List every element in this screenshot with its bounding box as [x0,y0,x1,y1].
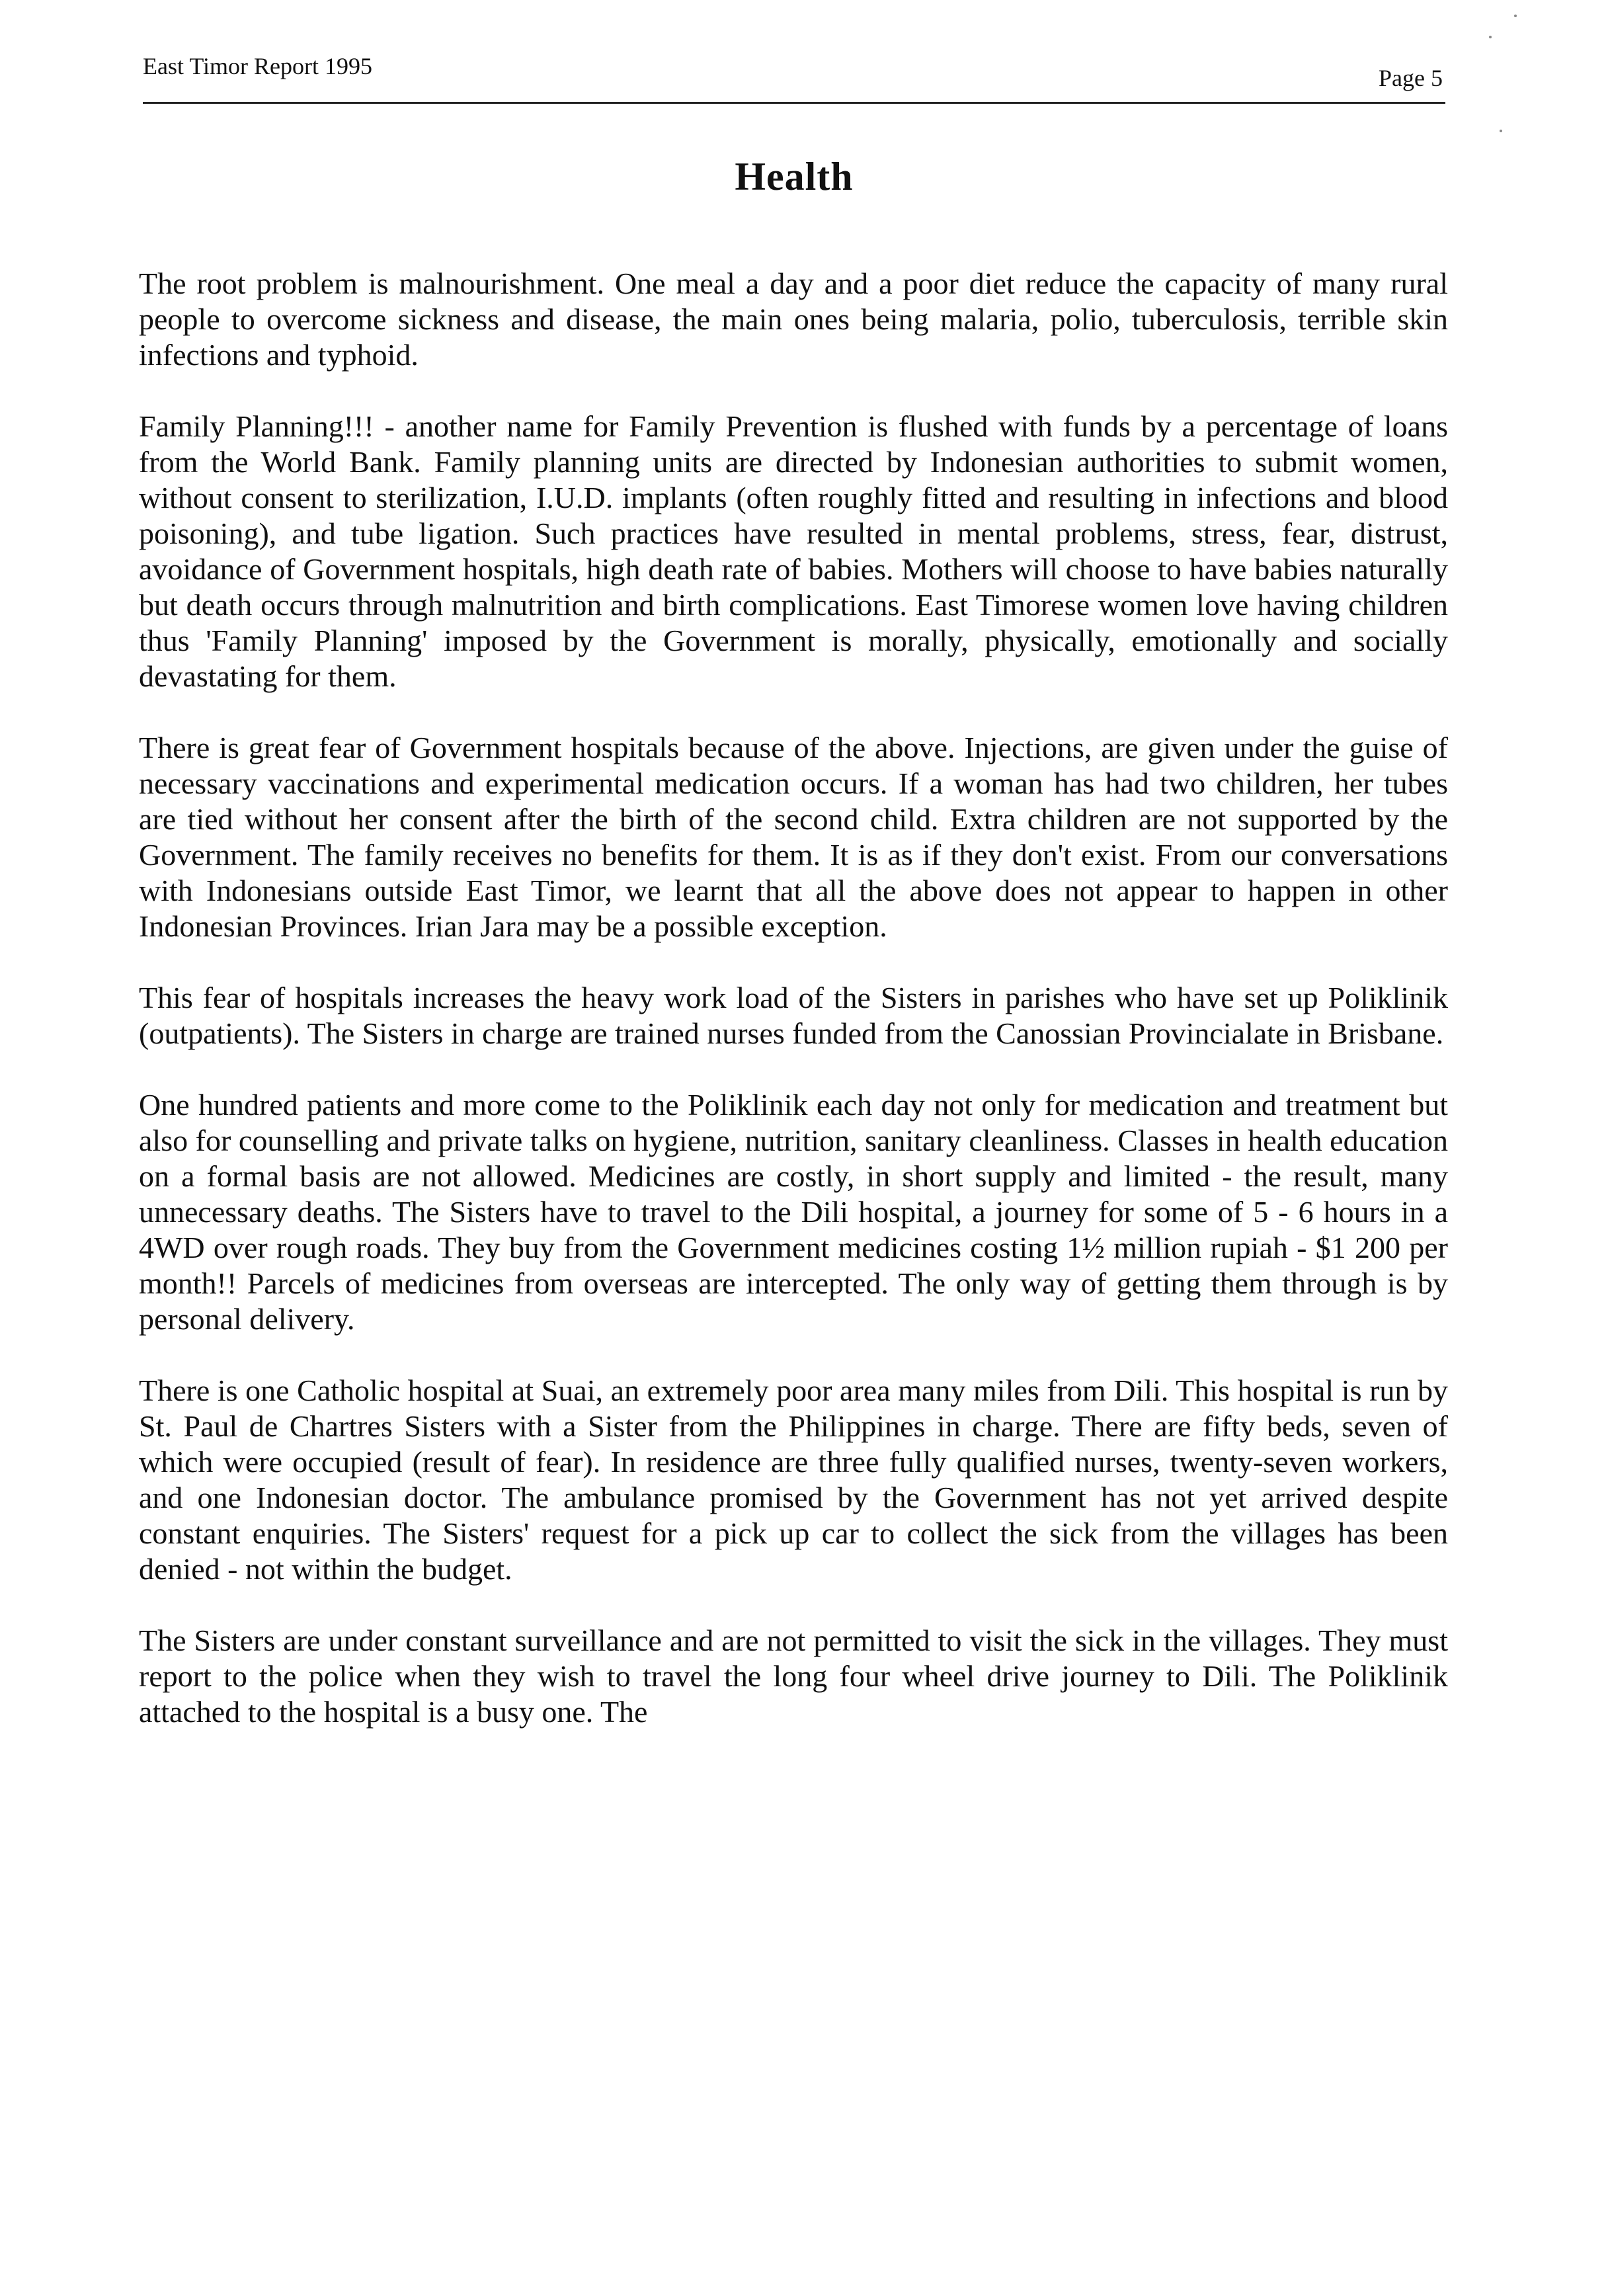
scan-speck [1500,130,1502,132]
header-divider [143,102,1445,104]
paragraph-malnourishment: The root problem is malnourishment. One meal a day and a poor diet reduce the capacity of many rural people to overcome sickness and disease, the main ones being malaria, polio, tuberculosis, terrible skin infections and typhoid. [139,266,1448,372]
paragraph-family-planning: Family Planning!!! - another name for Family Prevention is flushed with funds by a percentage of loans from the World Bank. Family planning units are directed by Indonesian authorities to submit women, without consent to sterilization, I.U.D. implants (often roughly fitted and resulting in infections and blood poisoning), and tube ligation. Such practices have resulted in mental problems, stress, fear, distrust, avoidance of Government hospitals, high death rate of babies. Mothers will choose to have babies naturally but death occurs through malnutrition and birth complications. East Timorese women love having children thus 'Family Planning' imposed by the Government is morally, physically, emotionally and socially devastating for them. [139,409,1448,693]
page-header [143,52,1443,104]
paragraph-surveillance: The Sisters are under constant surveillance and are not permitted to visit the sick in the villages. They must report to the police when they wish to travel the long four wheel drive journey to Dili. The Poliklinik attached to the hospital is a busy one. The [139,1623,1448,1729]
scan-speck [1489,36,1492,38]
paragraph-hospital-fear: There is great fear of Government hospitals because of the above. Injections, are given under the guise of necessary vaccinations and experimental medication occurs. If a woman has had two children, her tubes are tied without her consent after the birth of the second child. Extra children are not supported by the Government. The family receives no benefits for them. It is as if they don't exist. From our conversations with Indonesians outside East Timor, we learnt that all the above does not appear to happen in other Indonesian Provinces. Irian Jara may be a possible exception. [139,731,1448,943]
page-number: Page 5 [1379,65,1443,91]
paragraph-poliklinik-patients: One hundred patients and more come to the Poliklinik each day not only for medication and treatment but also for counselling and private talks on hygiene, nutrition, sanitary cleanliness. Classes in health education on a formal basis are not allowed. Medicines are costly, in short supply and limited - the result, many unnecessary deaths. The Sisters have to travel to the Dili hospital, a journey for some of 5 - 6 hours in a 4WD over rough roads. They buy from the Government medicines costing 1½ million rupiah - $1 200 per month!! Parcels of medicines from overseas are intercepted. The only way of getting them through is by personal delivery. [139,1088,1448,1336]
paragraph-sisters-workload: This fear of hospitals increases the heavy work load of the Sisters in parishes who have set up Poliklinik (outpatients). The Sisters in charge are trained nurses funded from the Canossian Provincialate in Brisbane. [139,981,1448,1050]
section-title: Health [735,155,854,198]
report-title-header: East Timor Report 1995 [143,53,373,79]
scan-speck [1514,15,1517,17]
paragraph-suai-hospital: There is one Catholic hospital at Suai, an extremely poor area many miles from Dili. This hospital is run by St. Paul de Chartres Sisters with a Sister from the Philippines in charge. There are fifty beds, seven of which were occupied (result of fear). In residence are three fully qualified nurses, twenty-seven workers, and one Indonesian doctor. The ambulance promised by the Government has not yet arrived despite constant enquiries. The Sisters' request for a pick up car to collect the sick from the villages has been denied - not within the budget. [139,1374,1448,1586]
body-text [139,266,1448,1730]
